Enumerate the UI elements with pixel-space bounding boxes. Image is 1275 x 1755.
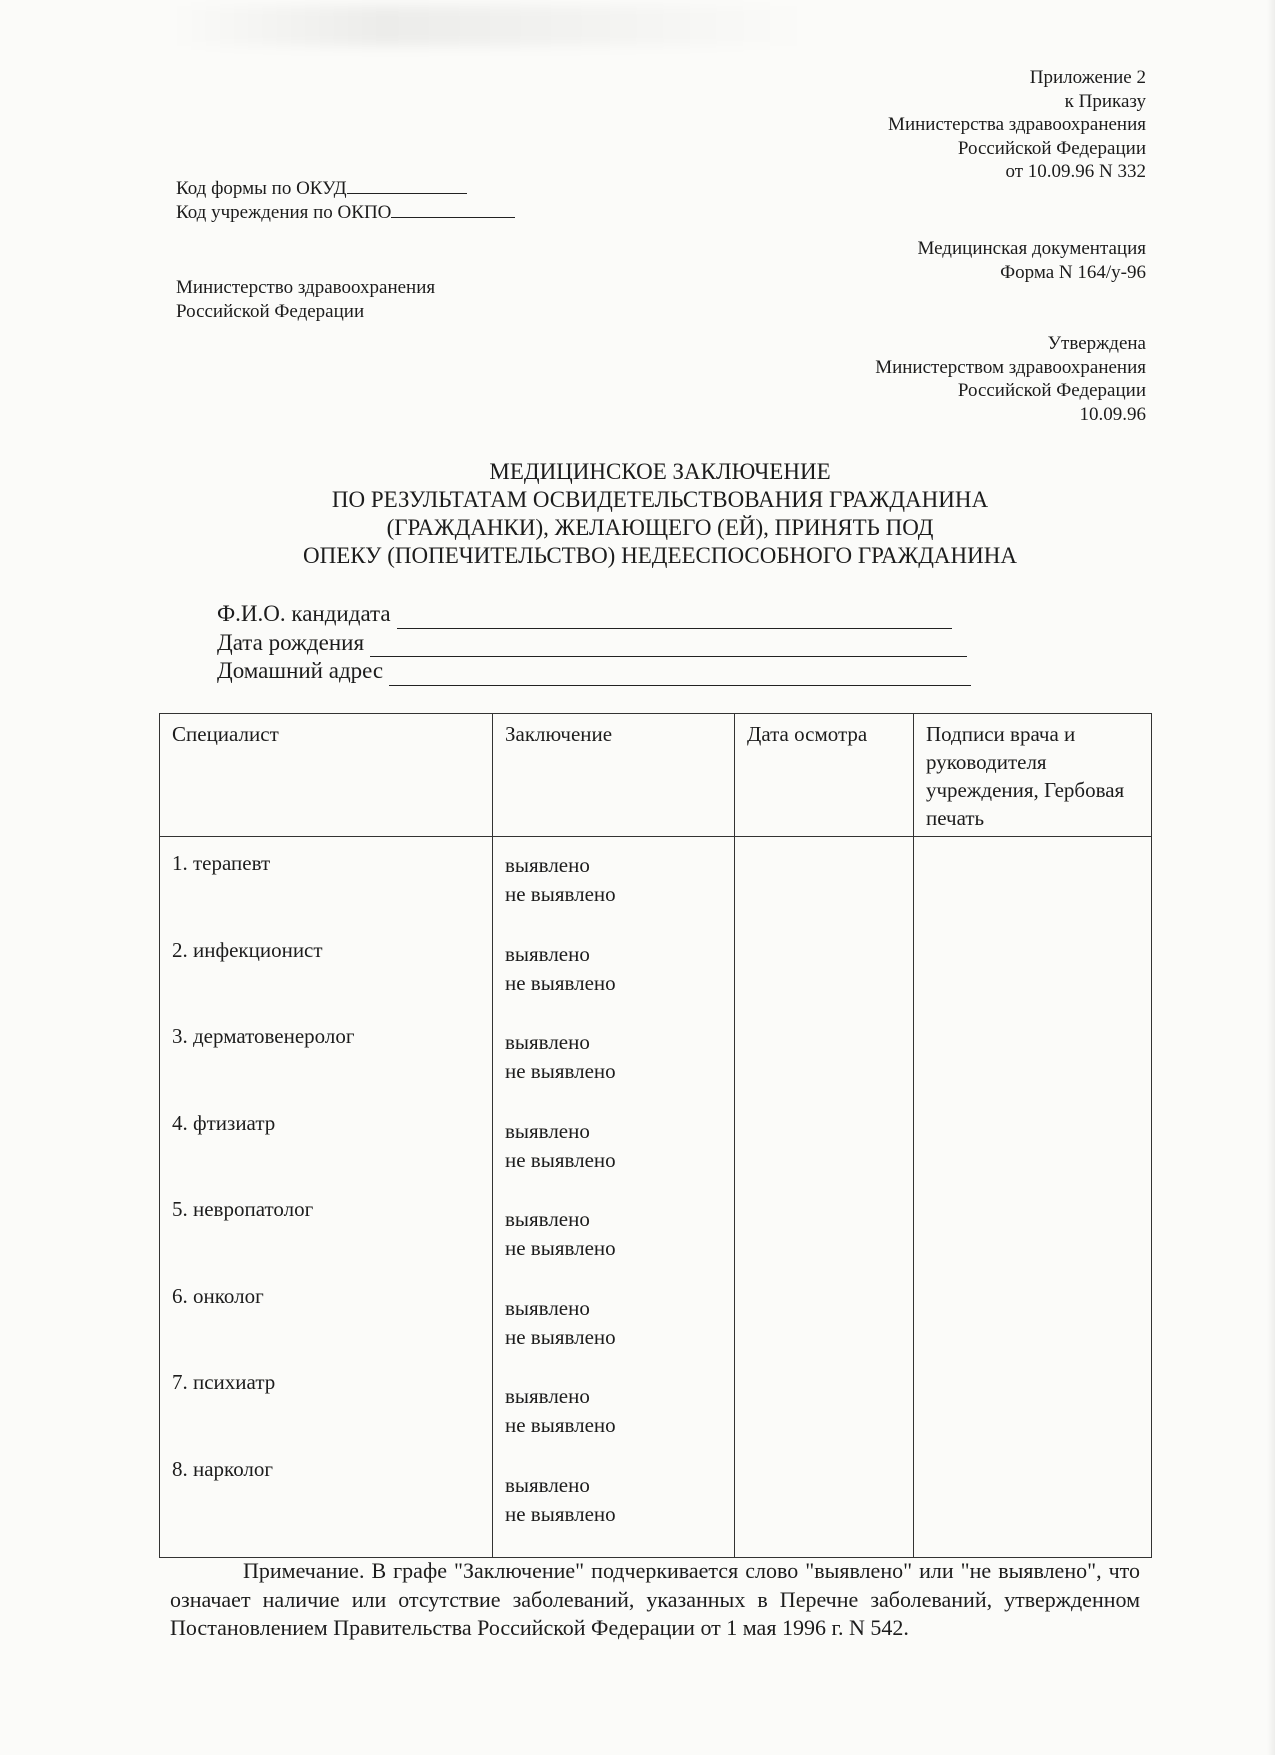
conclusion-item bbox=[505, 1469, 722, 1558]
option-found[interactable]: выявлено bbox=[505, 1207, 590, 1231]
appendix-line: Российской Федерации bbox=[957, 137, 1146, 159]
option-found[interactable]: выявлено bbox=[505, 1472, 590, 1497]
conclusion-item bbox=[505, 1203, 722, 1292]
ministry-block bbox=[176, 276, 435, 323]
title-line: ОПЕКУ (ПОПЕЧИТЕЛЬСТВО) НЕДЕЕСПОСОБНОГО ГРАЖДАНИНА bbox=[303, 543, 1017, 568]
specialist-item: 8. нарколог bbox=[172, 1456, 274, 1481]
examination-table bbox=[159, 713, 1152, 1558]
option-not-found[interactable]: не выявлено bbox=[505, 882, 616, 906]
option-not-found[interactable]: не выявлено bbox=[505, 1147, 616, 1172]
option-not-found[interactable]: не выявлено bbox=[505, 1059, 616, 1083]
specialist-item: 3. дерматовенеролог bbox=[172, 1024, 355, 1048]
okpo-line bbox=[176, 201, 515, 225]
okpo-label: Код учреждения по ОКПО bbox=[176, 201, 392, 223]
document-title bbox=[140, 458, 1180, 570]
table-body-row bbox=[160, 837, 1152, 1558]
appendix-block bbox=[888, 66, 1146, 184]
okud-line bbox=[176, 177, 515, 201]
header-conclusion: Заключение bbox=[493, 714, 735, 837]
candidate-name-field[interactable] bbox=[397, 606, 952, 629]
appendix-line: к Приказу bbox=[1064, 90, 1146, 112]
scan-edge bbox=[1267, 0, 1275, 1755]
option-found[interactable]: выявлено bbox=[505, 1384, 590, 1408]
title-line: ПО РЕЗУЛЬТАТАМ ОСВИДЕТЕЛЬСТВОВАНИЯ ГРАЖДАНИНА bbox=[331, 487, 989, 512]
conclusion-item bbox=[505, 1026, 722, 1115]
option-not-found[interactable]: не выявлено bbox=[505, 1236, 616, 1260]
specialist-column bbox=[160, 837, 493, 1558]
appendix-line: Приложение 2 bbox=[1029, 67, 1146, 88]
specialist-item: 4. фтизиатр bbox=[172, 1110, 276, 1135]
header-date: Дата осмотра bbox=[735, 714, 914, 837]
header-signature: Подписи врача и руководителя учреждения, Гербовая печать bbox=[914, 714, 1152, 837]
okud-label: Код формы по ОКУД bbox=[176, 178, 347, 199]
address-label: Домашний адрес bbox=[217, 658, 384, 683]
med-doc-line: Медицинская документация bbox=[917, 238, 1146, 259]
conclusion-item bbox=[505, 849, 722, 938]
table-header-row bbox=[160, 714, 1152, 837]
okpo-field[interactable] bbox=[391, 201, 515, 218]
conclusion-item bbox=[505, 1115, 722, 1204]
date-column[interactable] bbox=[735, 837, 914, 1558]
conclusion-item bbox=[505, 938, 722, 1027]
footnote-text: Примечание. В графе "Заключение" подчеркивается слово "выявлено" или "не выявлено", что означает наличие или отсутствие заболеваний, указанных в Перечне заболеваний, утвержденном Постановлением Правительства Российской Федерации от 1 мая 1996 г. N 542. bbox=[170, 1558, 1140, 1640]
ministry-line: Министерство здравоохранения bbox=[176, 277, 436, 298]
option-found[interactable]: выявлено bbox=[505, 853, 590, 877]
okud-field[interactable] bbox=[347, 177, 467, 194]
birth-date-label: Дата рождения bbox=[217, 629, 365, 655]
header-specialist: Специалист bbox=[160, 714, 493, 837]
candidate-name-label: Ф.И.О. кандидата bbox=[217, 601, 391, 626]
approved-block bbox=[875, 332, 1146, 426]
approved-line: 10.09.96 bbox=[1079, 403, 1146, 425]
appendix-line: Министерства здравоохранения bbox=[888, 114, 1146, 135]
option-found[interactable]: выявлено bbox=[505, 1295, 590, 1320]
title-line: (ГРАЖДАНКИ), ЖЕЛАЮЩЕГО (ЕЙ), ПРИНЯТЬ ПОД bbox=[386, 515, 934, 540]
med-doc-line: Форма N 164/у-96 bbox=[1000, 261, 1146, 283]
footnote bbox=[170, 1557, 1140, 1643]
birth-date-row bbox=[217, 629, 971, 658]
conclusion-item bbox=[505, 1380, 722, 1469]
medical-documentation-block bbox=[917, 237, 1146, 284]
approved-line: Утверждена bbox=[1047, 333, 1146, 354]
codes-block bbox=[176, 177, 515, 224]
specialist-item: 1. терапевт bbox=[172, 851, 271, 875]
option-not-found[interactable]: не выявлено bbox=[505, 1501, 616, 1526]
signature-column[interactable] bbox=[914, 837, 1152, 1558]
option-not-found[interactable]: не выявлено bbox=[505, 1413, 616, 1437]
option-found[interactable]: выявлено bbox=[505, 1030, 590, 1054]
conclusion-column bbox=[493, 837, 735, 1558]
option-not-found[interactable]: не выявлено bbox=[505, 970, 616, 995]
appendix-line: от 10.09.96 N 332 bbox=[1005, 161, 1146, 182]
approved-line: Российской Федерации bbox=[957, 380, 1146, 401]
conclusion-item bbox=[505, 1292, 722, 1381]
specialist-item: 5. невропатолог bbox=[172, 1197, 314, 1221]
option-found[interactable]: выявлено bbox=[505, 941, 590, 966]
scan-artifact bbox=[170, 6, 810, 46]
candidate-block bbox=[217, 600, 971, 686]
title-line: МЕДИЦИНСКОЕ ЗАКЛЮЧЕНИЕ bbox=[489, 459, 831, 484]
approved-line: Министерством здравоохранения bbox=[875, 356, 1146, 378]
specialist-item: 6. онколог bbox=[172, 1283, 264, 1308]
address-row bbox=[217, 657, 971, 686]
candidate-name-row bbox=[217, 600, 971, 629]
ministry-line: Российской Федерации bbox=[176, 300, 365, 322]
option-not-found[interactable]: не выявлено bbox=[505, 1324, 616, 1349]
specialist-item: 7. психиатр bbox=[172, 1370, 276, 1394]
option-found[interactable]: выявлено bbox=[505, 1118, 590, 1143]
birth-date-field[interactable] bbox=[370, 634, 967, 657]
address-field[interactable] bbox=[389, 663, 971, 686]
specialist-item: 2. инфекционист bbox=[172, 937, 323, 962]
